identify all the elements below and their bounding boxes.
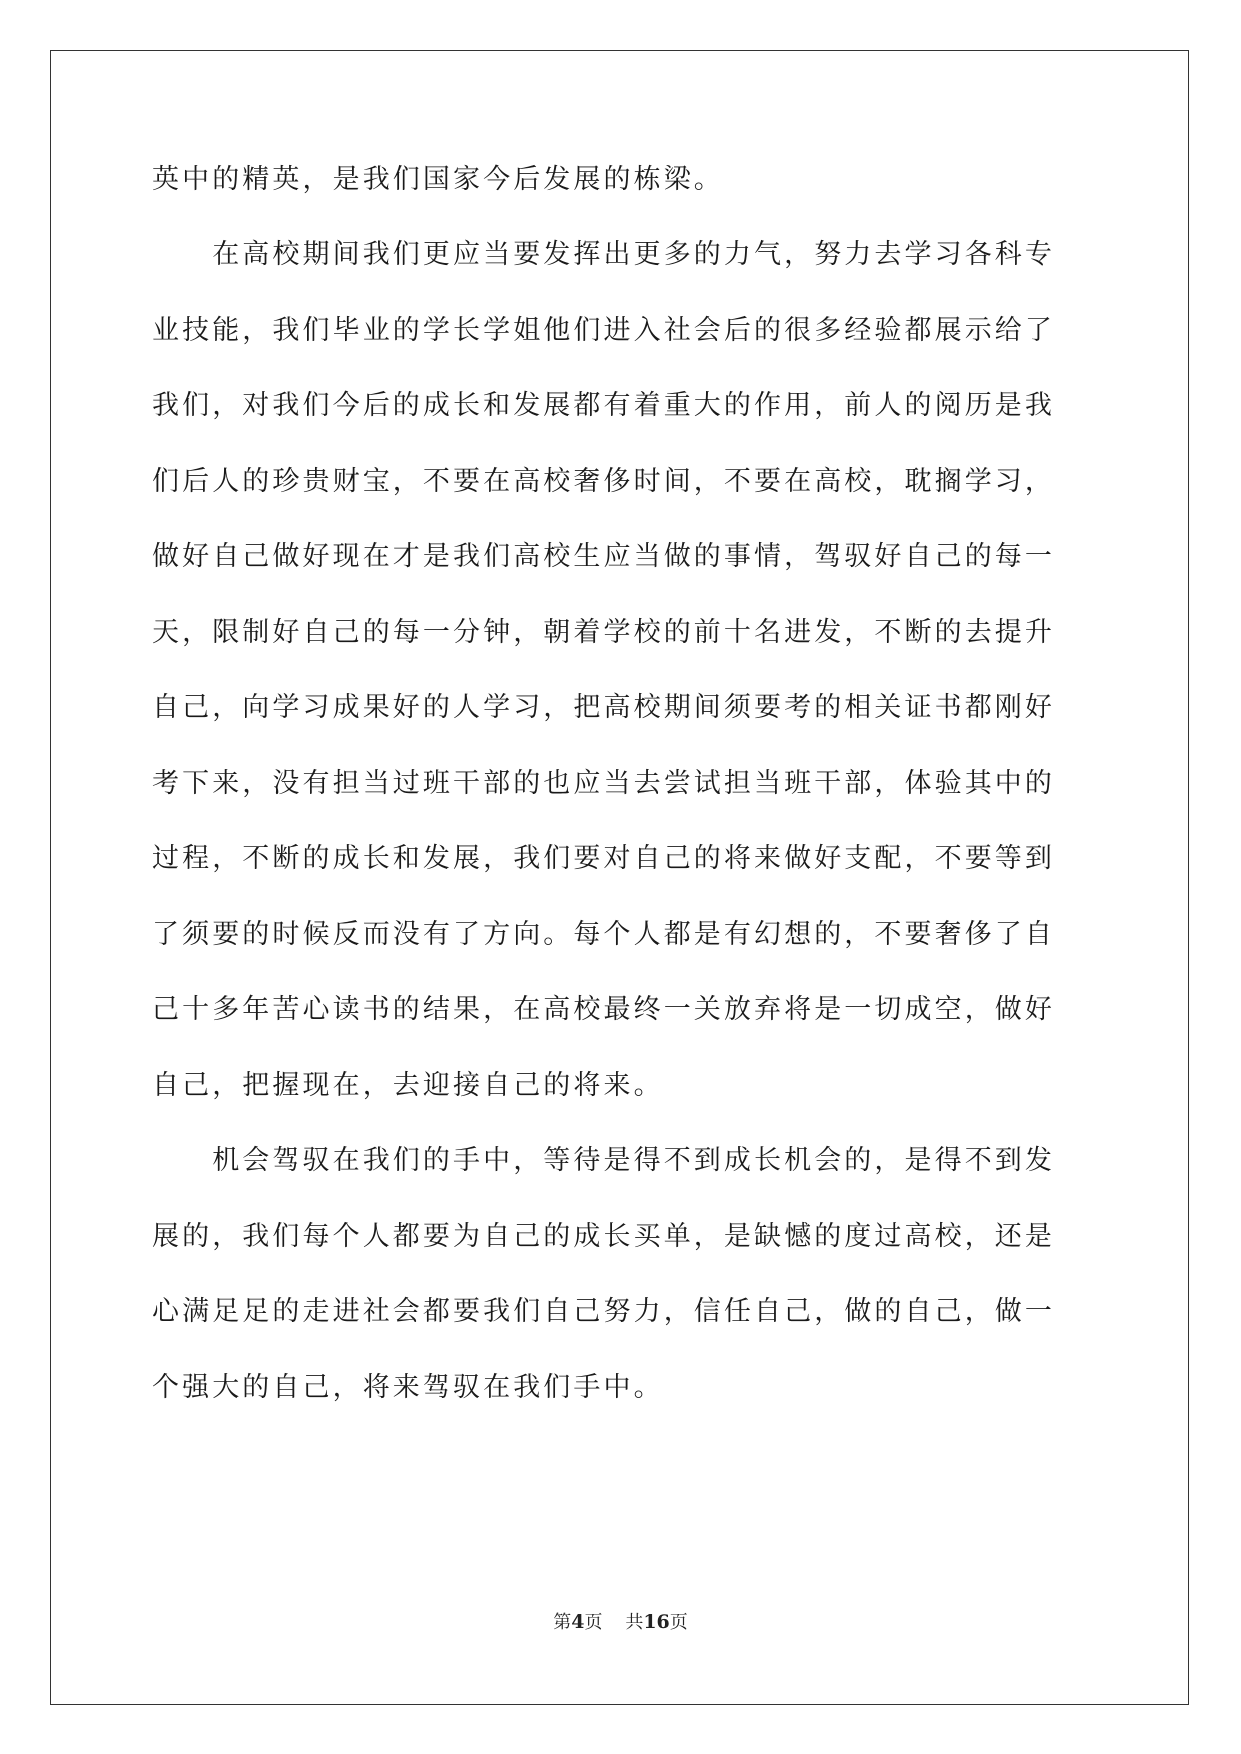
page-number: 4: [571, 1611, 585, 1633]
total-suffix: 页: [669, 1612, 688, 1633]
text-line: 自己，向学习成果好的人学习，把高校期间须要考的相关证书都刚好: [152, 692, 1055, 723]
page-prefix: 第: [553, 1612, 572, 1633]
text-line: 在高校期间我们更应当要发挥出更多的力气，努力去学习各科专: [152, 239, 1055, 270]
text-line: 我们，对我们今后的成长和发展都有着重大的作用，前人的阅历是我: [152, 390, 1055, 421]
text-line: 自己，把握现在，去迎接自己的将来。: [152, 1070, 664, 1101]
text-line: 了须要的时候反而没有了方向。每个人都是有幻想的，不要奢侈了自: [152, 919, 1055, 950]
text-line: 展的，我们每个人都要为自己的成长买单，是缺憾的度过高校，还是: [152, 1221, 1055, 1252]
text-line: 英中的精英，是我们国家今后发展的栋梁。: [152, 164, 724, 195]
text-line: 考下来，没有担当过班干部的也应当去尝试担当班干部，体验其中的: [152, 768, 1055, 799]
text-line: 机会驾驭在我们的手中，等待是得不到成长机会的，是得不到发: [152, 1145, 1055, 1176]
page-footer: [0, 1608, 1241, 1634]
text-line: 心满足足的走进社会都要我们自己努力，信任自己，做的自己，做一: [152, 1296, 1055, 1327]
text-line: 业技能，我们毕业的学长学姐他们进入社会后的很多经验都展示给了: [152, 315, 1055, 346]
text-line: 天，限制好自己的每一分钟，朝着学校的前十名进发，不断的去提升: [152, 617, 1055, 648]
total-pages: 16: [643, 1611, 670, 1633]
page-suffix: 页: [584, 1612, 603, 1633]
text-line: 过程，不断的成长和发展，我们要对自己的将来做好支配，不要等到: [152, 843, 1055, 874]
text-line: 个强大的自己，将来驾驭在我们手中。: [152, 1372, 664, 1403]
text-line: 做好自己做好现在才是我们高校生应当做的事情，驾驭好自己的每一: [152, 541, 1055, 572]
text-line: 己十多年苦心读书的结果，在高校最终一关放弃将是一切成空，做好: [152, 994, 1055, 1025]
total-prefix: 共: [625, 1612, 644, 1633]
text-line: 们后人的珍贵财宝，不要在高校奢侈时间，不要在高校，耽搁学习，: [152, 466, 1055, 497]
